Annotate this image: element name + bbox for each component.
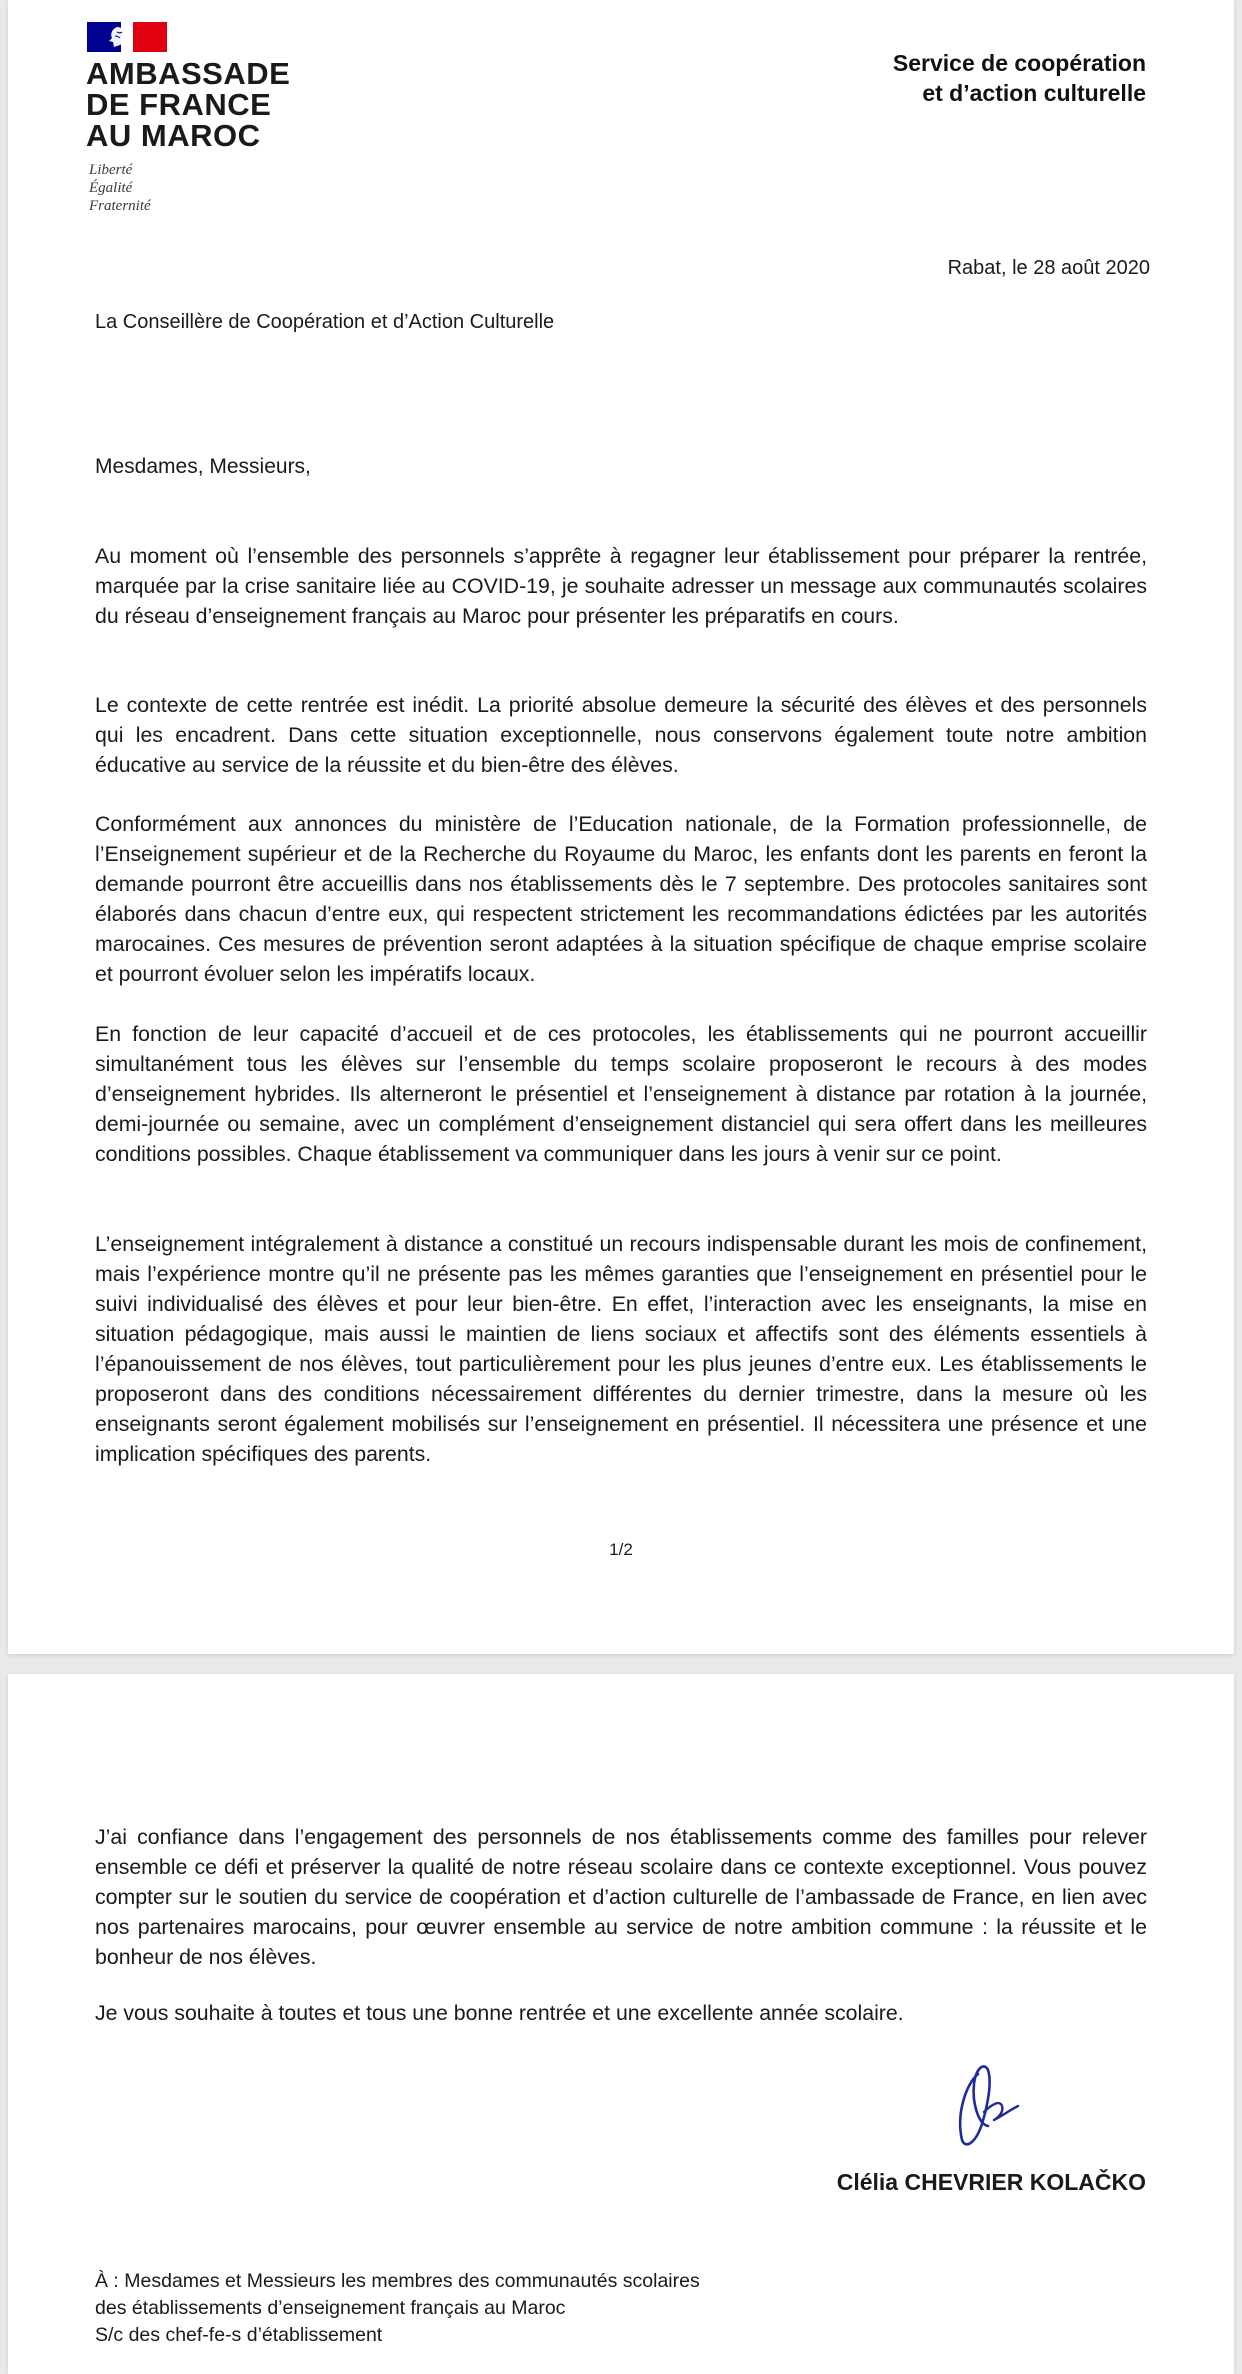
motto-line: Liberté	[89, 162, 133, 178]
recipients-block	[95, 2268, 700, 2349]
letter-salutation: Mesdames, Messieurs,	[95, 455, 311, 478]
body-paragraph: J’ai confiance dans l’engagement des personnels de nos établissements comme des familles pour relever ensemble ce défi et préserver la qualité de notre réseau scolaire dans ce contexte exceptionnel. Vous pouvez compter sur le soutien du service de coopération et d’action culturelle de l’ambassade de France, en lien avec nos partenaires marocains, pour œuvrer ensemble au service de notre ambition commune : la réussite et le bonheur de nos élèves.	[95, 1825, 1147, 1969]
embassy-line: AU MAROC	[86, 118, 261, 153]
motto-line: Fraternité	[89, 198, 151, 214]
body-paragraph: Conformément aux annonces du ministère de l’Education nationale, de la Formation professionnelle, de l’Enseignement supérieur et de la Recherche du Royaume du Maroc, les enfants dont les parents en feront la demande pourront être accueillis dans nos établissements dès le 7 septembre. Des protocoles sanitaires sont élaborés dans chacun d’entre eux, qui respectent strictement les recommandations édictées par les autorités marocaines. Ces mesures de prévention seront adaptées à la situation spécifique de chaque emprise scolaire et pourront évoluer selon les impératifs locaux.	[95, 812, 1147, 986]
embassy-line: AMBASSADE	[86, 56, 291, 91]
letter-date: Rabat, le 28 août 2020	[947, 257, 1150, 279]
signatory-name: Clélia CHEVRIER KOLAČKO	[836, 2169, 1146, 2195]
motto-line: Égalité	[89, 180, 133, 196]
service-heading	[726, 48, 1146, 108]
embassy-line: DE FRANCE	[86, 87, 272, 122]
body-paragraph: L’enseignement intégralement à distance a constitué un recours indispensable durant les mois de confinement, mais l’expérience montre qu’il ne présente pas les mêmes garanties que l’enseignement en présentiel pour le suivi individualisé des élèves et pour leur bien-être. En effet, l’interaction avec les enseignants, la mise en situation pédagogique, mais aussi le maintien de liens sociaux et affectifs sont des éléments essentiels à l’épanouissement de nos élèves, tout particulièrement pour les plus jeunes d’entre eux. Les établissements le proposeront dans des conditions nécessairement différentes du dernier trimestre, dans la mesure où les enseignants seront également mobilisés sur l’enseignement en présentiel. Il nécessitera une présence et une implication spécifiques des parents.	[95, 1232, 1147, 1466]
marianne-profile-icon	[103, 24, 139, 50]
body-paragraph: En fonction de leur capacité d’accueil et de ces protocoles, les établissements qui ne pourront accueillir simultanément tous les élèves sur l’ensemble du temps scolaire proposeront le recours à des modes d’enseignement hybrides. Ils alterneront le présentiel et l’enseignement à distance par rotation à la journée, demi-journée ou semaine, avec un complément d’enseignement distanciel qui sera offert dans les meilleures conditions possibles. Chaque établissement va communiquer dans les jours à venir sur ce point.	[95, 1022, 1147, 1166]
body-paragraph: Le contexte de cette rentrée est inédit. La priorité absolue demeure la sécurité des élèves et des personnels qui les encadrent. Dans cette situation exceptionnelle, nous conservons également toute notre ambition éducative au service de la réussite et du bien-être des élèves.	[95, 693, 1147, 777]
recipients-line: des établissements d’enseignement français au Maroc	[95, 2297, 566, 2319]
recipients-line: À : Mesdames et Messieurs les membres des communautés scolaires	[95, 2270, 700, 2292]
marianne-flag-logo	[87, 22, 167, 52]
recipients-line: S/c des chef-fe-s d’établissement	[95, 2324, 383, 2346]
closing-paragraph: Je vous souhaite à toutes et tous une bonne rentrée et une excellente année scolaire.	[95, 2001, 904, 2025]
page-number: 1/2	[609, 1540, 633, 1559]
handwritten-signature	[948, 2054, 1038, 2154]
body-paragraph: Au moment où l’ensemble des personnels s’apprête à regagner leur établissement pour préparer la rentrée, marquée par la crise sanitaire liée au COVID-19, je souhaite adresser un message aux communautés scolaires du réseau d’enseignement français au Maroc pour présenter les préparatifs en cours.	[95, 544, 1147, 628]
service-line: et d’action culturelle	[922, 80, 1146, 106]
letter-sender: La Conseillère de Coopération et d’Action Culturelle	[95, 311, 555, 333]
service-line: Service de coopération	[892, 50, 1146, 76]
republic-motto	[89, 161, 151, 215]
embassy-name	[86, 58, 326, 151]
